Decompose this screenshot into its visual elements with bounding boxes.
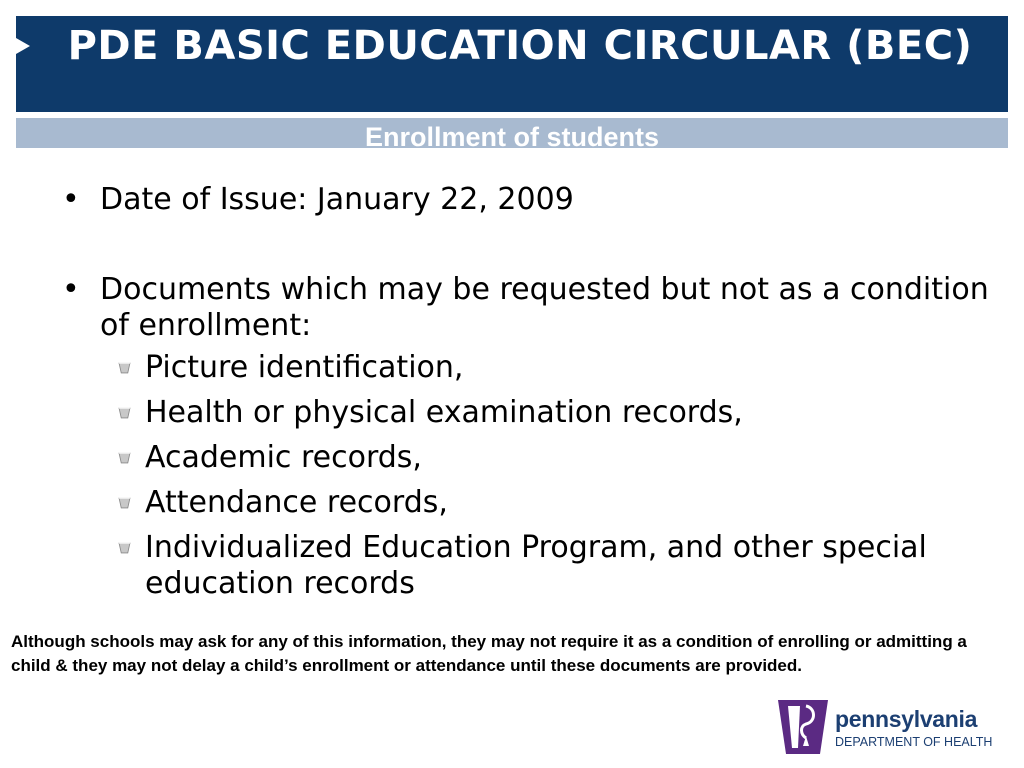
documents-list bbox=[62, 350, 1002, 602]
pennsylvania-keystone-icon bbox=[118, 361, 131, 374]
list-item: Health or physical examination records, bbox=[62, 395, 1002, 431]
bullet-text: Date of Issue: January 22, 2009 bbox=[100, 182, 574, 217]
list-item: Individualized Education Program, and other special education records bbox=[62, 530, 1002, 602]
bullet-dot-icon: • bbox=[62, 272, 80, 307]
list-item: Academic records, bbox=[62, 440, 1002, 476]
pennsylvania-keystone-icon bbox=[118, 406, 131, 419]
pennsylvania-keystone-icon bbox=[118, 451, 131, 464]
logo-name: pennsylvania bbox=[835, 706, 978, 732]
bullet-documents bbox=[62, 272, 1002, 344]
bullet-dot-icon: • bbox=[62, 182, 80, 217]
slide-title: PDE BASIC EDUCATION CIRCULAR (BEC) bbox=[67, 23, 973, 69]
enrollment-note: Although schools may ask for any of this information, they may not require it as a condition of enrolling or admitting a child & they may not delay a child’s enrollment or attendance until these documents are provided. bbox=[11, 632, 967, 675]
keystone-logo-icon bbox=[776, 698, 830, 756]
pennsylvania-keystone-icon bbox=[118, 541, 131, 554]
list-item: Attendance records, bbox=[62, 485, 1002, 521]
bullet-date-of-issue bbox=[62, 182, 1002, 218]
slide-content bbox=[62, 182, 1002, 611]
title-arrow-icon bbox=[16, 38, 30, 54]
bullet-text: Documents which may be requested but not as a condition of enrollment: bbox=[100, 272, 989, 343]
pennsylvania-keystone-icon bbox=[118, 496, 131, 509]
logo-department: DEPARTMENT OF HEALTH bbox=[835, 735, 993, 749]
pennsylvania-department-of-health-logo bbox=[776, 698, 1006, 756]
subtitle-bar bbox=[16, 118, 1008, 148]
list-item: Picture identification, bbox=[62, 350, 1002, 386]
slide-subtitle: Enrollment of students bbox=[364, 122, 659, 148]
